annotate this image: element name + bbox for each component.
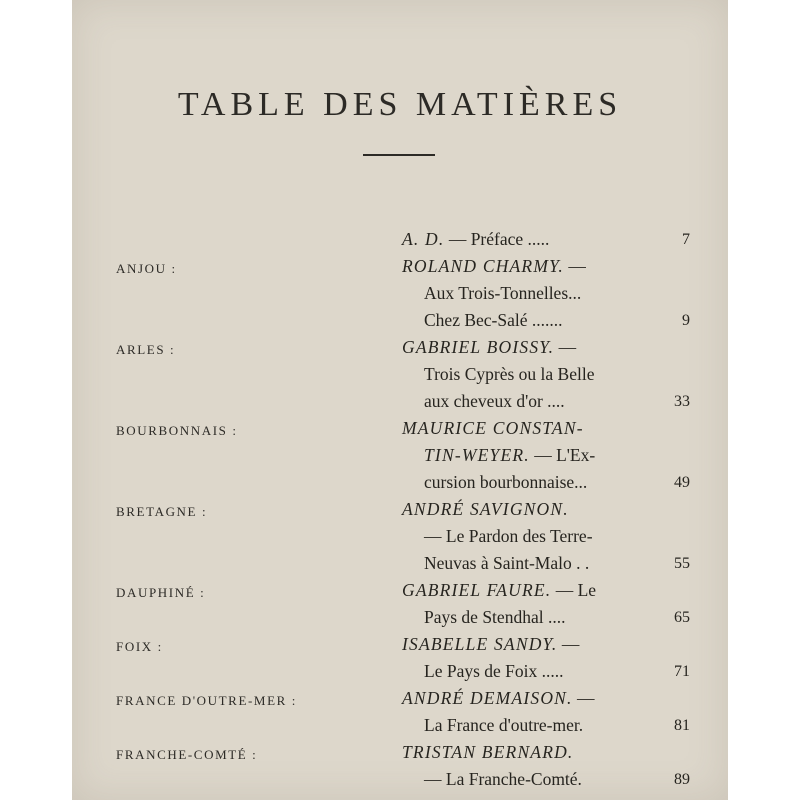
entry-content [402, 739, 574, 766]
toc-line [72, 415, 728, 442]
entry-content [402, 685, 595, 712]
entry-title: — [554, 337, 577, 357]
page-number: 33 [674, 393, 690, 410]
page-number: 71 [674, 663, 690, 680]
toc-line [72, 631, 728, 658]
author-name: ROLAND CHARMY. [402, 256, 565, 276]
author-name: GABRIEL BOISSY. [402, 337, 555, 357]
author-name: ANDRÉ DEMAISON. [402, 688, 573, 708]
region-label: BOURBONNAIS : [116, 423, 238, 438]
toc-line [72, 685, 728, 712]
entry-title: Chez Bec-Salé ....... [424, 310, 563, 330]
entry-content [402, 577, 596, 604]
region-label: BRETAGNE : [116, 504, 208, 519]
entry-content [424, 469, 587, 496]
entry-content [424, 712, 583, 739]
entry-title: — Le Pardon des Terre- [424, 526, 593, 546]
entry-content [424, 361, 594, 388]
author-name: ANDRÉ SAVIGNON. [402, 499, 569, 519]
entry-title: — Préface ..... [444, 229, 550, 249]
entry-content [402, 631, 579, 658]
entry-title: La France d'outre-mer. [424, 715, 584, 735]
entry-content [424, 550, 589, 577]
entry-title: — La Franche-Comté. [424, 769, 582, 789]
entry-title: — Le [551, 580, 597, 600]
entry-content [402, 496, 569, 523]
entry-title: Neuvas à Saint-Malo . . [424, 553, 590, 573]
entry-title: — [572, 688, 595, 708]
entry-title: cursion bourbonnaise... [424, 472, 588, 492]
entry-content [424, 766, 582, 793]
author-name: MAURICE CONSTAN- [402, 418, 584, 438]
region-label: ARLES : [116, 342, 176, 357]
toc-line [72, 712, 728, 739]
entry-title: Trois Cyprès ou la Belle [424, 364, 595, 384]
author-name: ISABELLE SANDY. [402, 634, 558, 654]
entry-content [402, 334, 576, 361]
toc-line [72, 496, 728, 523]
entry-title: Aux Trois-Tonnelles... [424, 283, 582, 303]
page-number: 49 [674, 474, 690, 491]
book-page [72, 0, 728, 800]
table-of-contents [72, 226, 728, 793]
entry-content [402, 226, 549, 253]
page-number: 81 [674, 717, 690, 734]
page-title: TABLE DES MATIÈRES [177, 86, 623, 123]
region-label: ANJOU : [116, 261, 177, 276]
entry-title: Le Pays de Foix ..... [424, 661, 564, 681]
author-name: GABRIEL FAURE. [402, 580, 552, 600]
entry-title: — [557, 634, 580, 654]
page-number: 89 [674, 771, 690, 788]
toc-line [72, 550, 728, 577]
region-label: FRANCHE-COMTÉ : [116, 747, 258, 762]
author-name: TIN-WEYER. [424, 445, 530, 465]
toc-line [72, 307, 728, 334]
entry-title: — [564, 256, 586, 276]
toc-line [72, 766, 728, 793]
toc-line [72, 280, 728, 307]
entry-content [424, 523, 593, 550]
toc-line [72, 388, 728, 415]
toc-line [72, 577, 728, 604]
page-number: 65 [674, 609, 690, 626]
page-number: 9 [682, 312, 690, 329]
entry-content [424, 307, 563, 334]
title-rule [363, 154, 435, 156]
toc-line [72, 442, 728, 469]
toc-line [72, 334, 728, 361]
page-number: 55 [674, 555, 690, 572]
region-label: DAUPHINÉ : [116, 585, 206, 600]
author-name: TRISTAN BERNARD. [402, 742, 574, 762]
region-label: FOIX : [116, 639, 163, 654]
page-number: 7 [682, 231, 690, 248]
region-label: FRANCE D'OUTRE-MER : [116, 693, 297, 708]
toc-line [72, 604, 728, 631]
entry-content [424, 280, 581, 307]
toc-line [72, 361, 728, 388]
entry-title: Pays de Stendhal .... [424, 607, 566, 627]
entry-content [424, 658, 564, 685]
toc-line [72, 658, 728, 685]
entry-content [402, 253, 586, 280]
toc-line [72, 226, 728, 253]
entry-content [424, 388, 565, 415]
entry-title: aux cheveux d'or .... [424, 391, 565, 411]
entry-content [424, 442, 595, 469]
entry-title: — L'Ex- [529, 445, 596, 465]
toc-line [72, 253, 728, 280]
toc-line [72, 739, 728, 766]
entry-content [402, 415, 584, 442]
entry-content [424, 604, 565, 631]
author-name: A. D. [402, 229, 445, 249]
toc-line [72, 523, 728, 550]
toc-line [72, 469, 728, 496]
